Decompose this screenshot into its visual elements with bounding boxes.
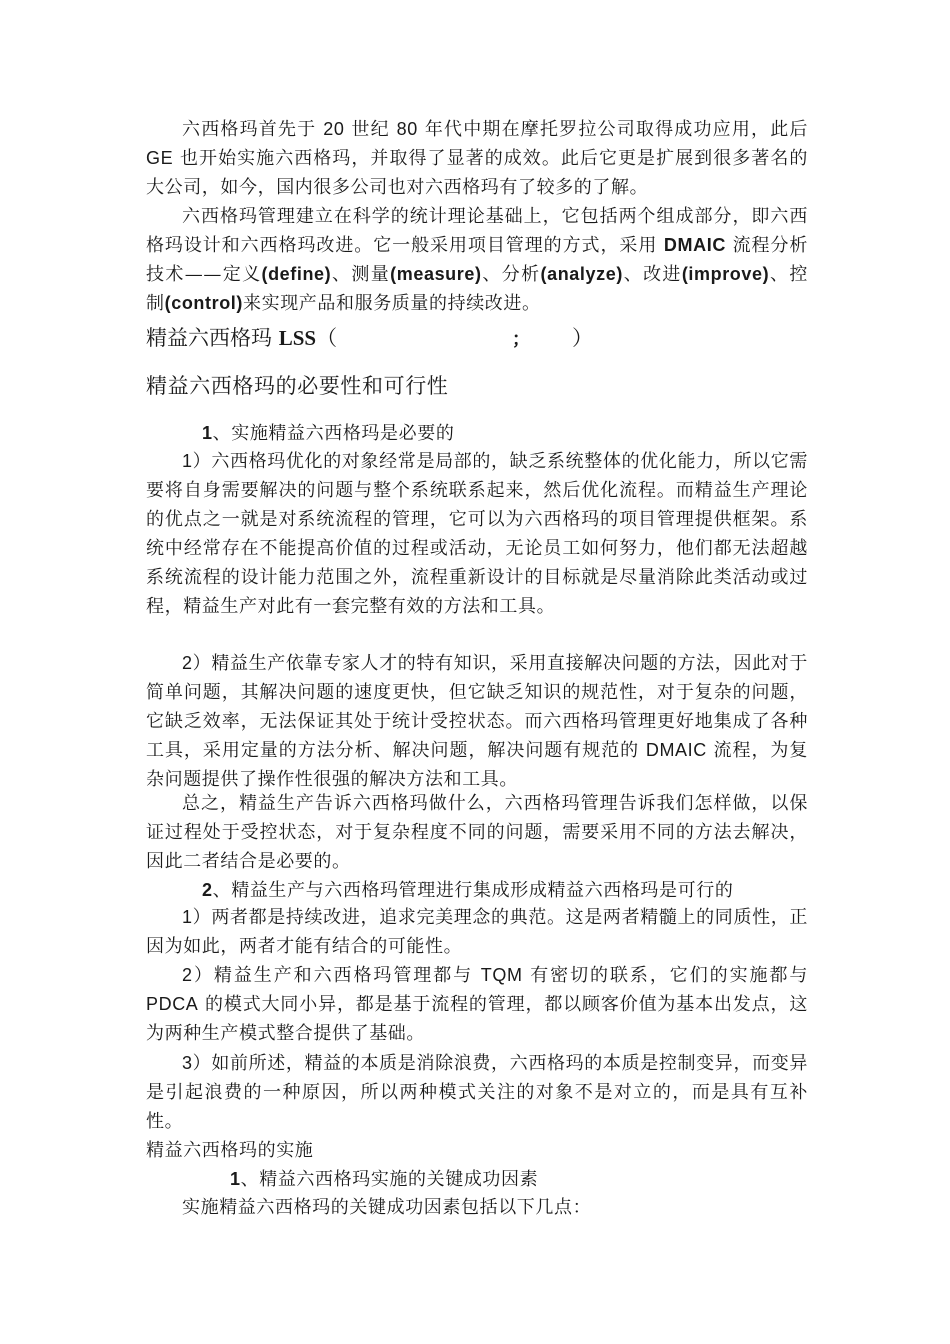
text-run: 年代中期在摩托罗拉公司取得成功应用，此后 bbox=[417, 119, 808, 140]
text-run: (define) bbox=[261, 264, 332, 284]
paragraph-necessity-1 bbox=[146, 447, 808, 621]
lss-abbrev: LSS bbox=[278, 326, 317, 350]
text-run: 的模式大同小异，都是基于流程的管理，都以顾客价值为基本出发点，这为两种生产模式整合提供了基础。 bbox=[146, 994, 808, 1044]
open-paren: （ bbox=[316, 326, 338, 350]
paragraph-necessity-2 bbox=[146, 649, 808, 794]
text-run: 20 bbox=[323, 119, 345, 139]
text-run: 、分析 bbox=[481, 264, 541, 285]
paragraph-feasible-1 bbox=[146, 903, 808, 961]
text-run: 、精益生产与六西格玛管理进行集成形成精益六西格玛是可行的 bbox=[212, 880, 734, 901]
text-run: PDCA bbox=[146, 994, 199, 1014]
text-run: 六西格玛管理建立在科学的统计理论基础上，它包括两个组成部分，即六西格玛设计和六西格玛改进。它一般采用项目管理的方式，采用 bbox=[146, 206, 808, 256]
text-run: (control) bbox=[164, 293, 243, 313]
text-run: ）精益生产依靠专家人才的特有知识，采用直接解决问题的方法，因此对于简单问题，其解决问题的速度更快，但它缺乏知识的规范性，对于复杂的问题，它缺乏效率，无法保证其处于统计受控状态。而六西格玛管理更好地集成了各种工具，采用定量的方法分析、解决问题，解决问题有规范的 bbox=[146, 653, 808, 761]
text-run: 也开始实施六西格玛，并取得了显著的成效。此后它更是扩展到很多著名的大公司，如今，国内很多公司也对六西格玛有了较多的了解。 bbox=[146, 148, 808, 198]
text-run: DMAIC bbox=[645, 740, 707, 760]
subheading-necessary bbox=[202, 419, 454, 448]
text-run: 、测量 bbox=[331, 264, 391, 285]
text-run: 1 bbox=[182, 907, 193, 927]
text-run: 1 bbox=[182, 451, 193, 471]
text-run: ）六西格玛优化的对象经常是局部的，缺乏系统整体的优化能力，所以它需要将自身需要解决的问题与整个系统联系起来，然后优化流程。而精益生产理论的优点之一就是对系统流程的管理，它可以为六西格玛的项目管理提供框架。系统中经常存在不能提高价值的过程或活动，无论员工如何努力，他们都无法超越系统流程的设计能力范围之外，流程重新设计的目标就是尽量消除此类活动或过程，精益生产对此有一套完整有效的方法和工具。 bbox=[146, 451, 808, 617]
text-run: 1 bbox=[202, 423, 213, 443]
text-run: 来实现产品和服务质量的持续改进。 bbox=[243, 293, 541, 314]
text-run: 2 bbox=[182, 965, 193, 985]
intro-paragraph-1 bbox=[146, 115, 808, 202]
text-run: (analyze) bbox=[540, 264, 623, 284]
section-heading-necessity: 精益六西格玛的必要性和可行性 bbox=[146, 374, 449, 398]
text-run: ）两者都是持续改进，追求完美理念的典范。这是两者精髓上的同质性，正因为如此，两者才能有结合的可能性。 bbox=[146, 907, 808, 957]
paragraph-key-factors: 实施精益六西格玛的关键成功因素包括以下几点： bbox=[182, 1197, 592, 1218]
lss-heading-text: 精益六西格玛 bbox=[146, 326, 279, 350]
text-run: 有密切的联系，它们的实施都与 bbox=[522, 965, 808, 986]
section-heading-implementation: 精益六西格玛的实施 bbox=[146, 1140, 314, 1161]
text-run: 2 bbox=[202, 880, 213, 900]
text-run: DMAIC bbox=[663, 235, 726, 255]
text-run: 流程分析技术——定义 bbox=[146, 235, 808, 285]
intro-paragraph-2 bbox=[146, 202, 808, 318]
lss-heading bbox=[146, 322, 337, 354]
paragraph-necessity-summary: 总之，精益生产告诉六西格玛做什么，六西格玛管理告诉我们怎样做，以保证过程处于受控状态，对于复杂程度不同的问题，需要采用不同的方法去解决，因此二者结合是必要的。 bbox=[146, 793, 808, 872]
text-run: 、精益六西格玛实施的关键成功因素 bbox=[240, 1169, 539, 1190]
text-run: 、实施精益六西格玛是必要的 bbox=[212, 423, 455, 444]
text-run: (improve) bbox=[681, 264, 770, 284]
text-run: 世纪 bbox=[344, 119, 397, 140]
text-run: TQM bbox=[480, 965, 523, 985]
text-run: 、改进 bbox=[622, 264, 682, 285]
text-run: 、控制 bbox=[146, 264, 808, 314]
text-run: 2 bbox=[182, 653, 193, 673]
text-run: (measure) bbox=[390, 264, 482, 284]
text-run: 六西格玛首先于 bbox=[182, 119, 324, 140]
subheading-feasible bbox=[202, 876, 733, 905]
lss-semicolon: ； bbox=[512, 329, 530, 350]
text-run: 80 bbox=[396, 119, 418, 139]
subheading-key-factors bbox=[230, 1165, 538, 1194]
text-run: 3 bbox=[182, 1053, 193, 1073]
text-run: ）精益生产和六西格玛管理都与 bbox=[192, 965, 481, 986]
close-paren: ） bbox=[572, 326, 593, 350]
text-run: GE bbox=[146, 148, 174, 168]
text-run: 1 bbox=[230, 1169, 241, 1189]
text-run: 流程，为复杂问题提供了操作性很强的解决方法和工具。 bbox=[146, 740, 809, 790]
paragraph-feasible-2 bbox=[146, 961, 808, 1048]
text-run: ）如前所述，精益的本质是消除浪费，六西格玛的本质是控制变异，而变异是引起浪费的一种原因，所以两种模式关注的对象不是对立的，而是具有互补性。 bbox=[146, 1053, 808, 1132]
paragraph-feasible-3 bbox=[146, 1049, 808, 1136]
